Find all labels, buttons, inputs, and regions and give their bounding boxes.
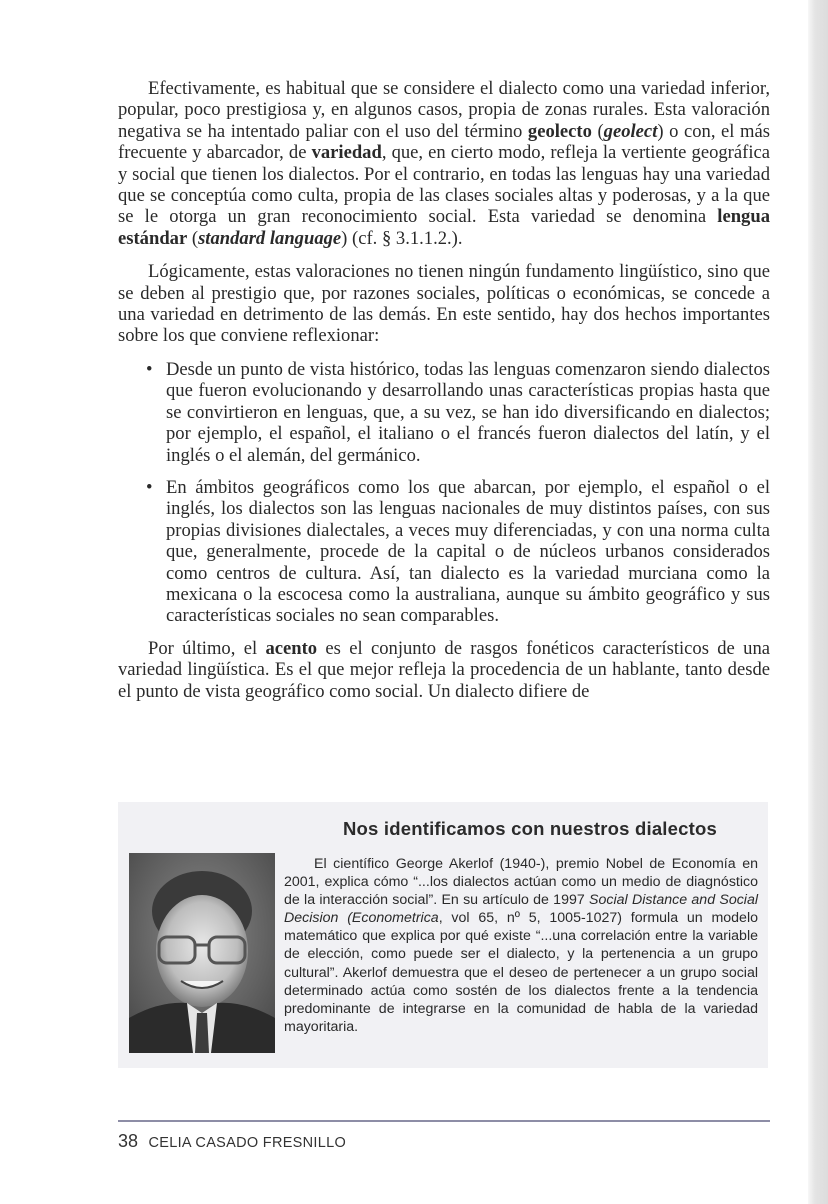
portrait-photo-icon — [129, 853, 275, 1053]
page-edge-shadow — [808, 0, 828, 1204]
sidebar-box — [118, 802, 768, 1068]
paragraph-dialect-valuation: Efectivamente, es habitual que se considere el dialecto como una variedad inferior, popular, poco prestigiosa y, en algunos casos, propia de zonas rurales. Esta valoración negativa se ha intentado paliar con el uso del término geolecto (geolect) o con, el más frecuente y abarcador, de variedad, que, en cierto modo, refleja la vertiente geográfica y social que tienen los dialectos. Por el contrario, en todas las lenguas hay una variedad que se conceptúa como culta, propia de las clases sociales altas y poderosas, y a la que se le otorga un gran reconocimiento social. Esta variedad se denomina lengua estándar (standard language) (cf. § 3.1.1.2.). — [118, 78, 770, 249]
sidebar-box-text: El científico George Akerlof (1940-), premio Nobel de Economía en 2001, explica cómo “...los dialectos actúan como un medio de diagnóstico de la interacción social”. En su artículo de 1997 Social Distance and Social Decision (Econometrica, vol 65, nº 5, 1005-1027) formula un modelo matemático que explica por qué existe “...una correlación entre la variable de elección, como puede ser el dialecto, y la pertenencia a un grupo cultural”. Akerlof demuestra que el deseo de pertenecer a un grupo social determinado actúa como sostén de los dialectos frente a la tendencia predominante de integrarse en la comunidad de habla de la variedad mayoritaria. — [284, 856, 758, 1035]
paragraph-accent: Por último, el acento es el conjunto de rasgos fonéticos característicos de una variedad lingüística. Es el que mejor refleja la procedencia de un hablante, tanto desde el punto de vista geográfico como social. Un dialecto difiere de — [118, 637, 770, 702]
bullet-item-geographic — [118, 477, 770, 627]
footer-rule — [118, 1120, 770, 1122]
bullet-icon: • — [146, 358, 153, 380]
portrait-image — [129, 853, 275, 1053]
bullet-item-historical — [118, 359, 770, 466]
bullet-text: Desde un punto de vista histórico, todas las lenguas comenzaron siendo dialectos que fueron evolucionando y desarrollando unas características propias hasta que se convirtieron en lenguas, que, a su vez, se han ido diversificando en dialectos; por ejemplo, el español, el italiano o el francés fueron dialectos del latín, y el inglés o el alemán, del germánico. — [166, 358, 770, 466]
page-footer — [118, 1131, 346, 1152]
bullet-text: En ámbitos geográficos como los que abarcan, por ejemplo, el español o el inglés, los dialectos son las lenguas nacionales de muy distintos países, con sus propias divisiones dialectales, a veces muy diferenciadas, y con una norma culta que, generalmente, procede de la capital o de núcleos urbanos considerados como centros de cultura. Así, tan dialecto es la variedad murciana como la mexicana o la escocesa como la australiana, aunque su ámbito geográfico y sus características sociales no sean comparables. — [166, 476, 770, 627]
page-number: 38 — [118, 1131, 139, 1151]
sidebar-box-title: Nos identificamos con nuestros dialectos — [343, 818, 717, 839]
bullet-list — [118, 359, 770, 627]
paragraph-logically: Lógicamente, estas valoraciones no tienen ningún fundamento lingüístico, sino que se deben al prestigio que, por razones sociales, políticas o económicas, se concede a una variedad en detrimento de las demás. En este sentido, hay dos hechos importantes sobre los que conviene reflexionar: — [118, 261, 770, 347]
running-author: CELIA CASADO FRESNILLO — [148, 1135, 347, 1151]
bullet-icon: • — [146, 476, 153, 498]
main-text — [118, 78, 770, 714]
